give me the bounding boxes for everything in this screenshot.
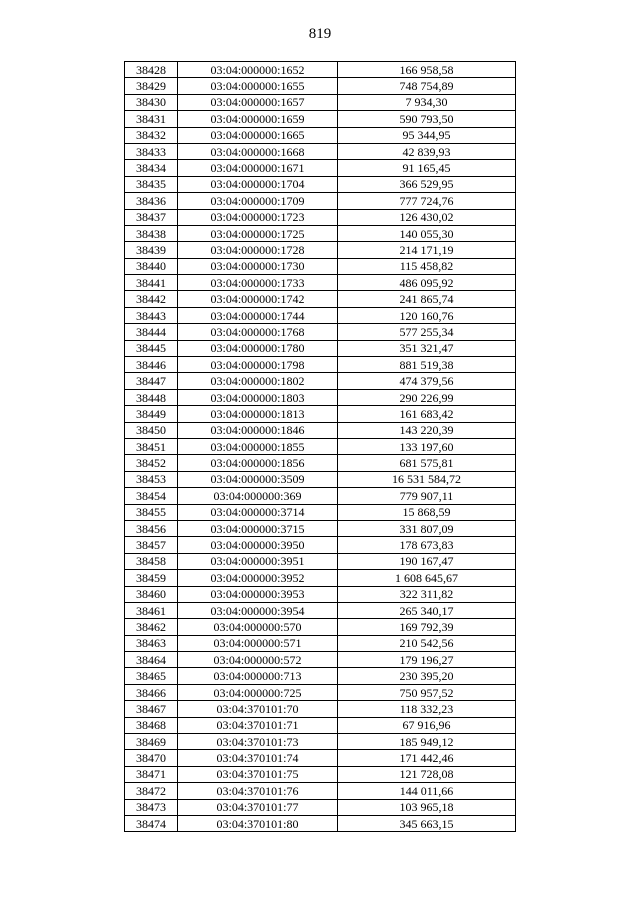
table-row bbox=[125, 242, 516, 258]
value-cell: 91 165,45 bbox=[338, 160, 516, 176]
table-row bbox=[125, 62, 516, 78]
row-number-cell: 38464 bbox=[125, 652, 178, 668]
row-number-cell: 38461 bbox=[125, 602, 178, 618]
cadastral-number-cell: 03:04:000000:1813 bbox=[178, 406, 338, 422]
cadastral-number-cell: 03:04:000000:1652 bbox=[178, 62, 338, 78]
row-number-cell: 38444 bbox=[125, 324, 178, 340]
cadastral-number-cell: 03:04:000000:1657 bbox=[178, 94, 338, 110]
row-number-cell: 38468 bbox=[125, 717, 178, 733]
row-number-cell: 38466 bbox=[125, 684, 178, 700]
value-cell: 126 430,02 bbox=[338, 209, 516, 225]
value-cell: 190 167,47 bbox=[338, 553, 516, 569]
table-row bbox=[125, 717, 516, 733]
table-row bbox=[125, 275, 516, 291]
value-cell: 185 949,12 bbox=[338, 734, 516, 750]
table-row bbox=[125, 652, 516, 668]
table-row bbox=[125, 422, 516, 438]
table-row bbox=[125, 750, 516, 766]
value-cell: 166 958,58 bbox=[338, 62, 516, 78]
cadastral-number-cell: 03:04:000000:1723 bbox=[178, 209, 338, 225]
table-row bbox=[125, 455, 516, 471]
cadastral-number-cell: 03:04:000000:1671 bbox=[178, 160, 338, 176]
row-number-cell: 38462 bbox=[125, 619, 178, 635]
row-number-cell: 38465 bbox=[125, 668, 178, 684]
value-cell: 140 055,30 bbox=[338, 225, 516, 241]
row-number-cell: 38452 bbox=[125, 455, 178, 471]
table-row bbox=[125, 799, 516, 815]
row-number-cell: 38445 bbox=[125, 340, 178, 356]
cadastral-number-cell: 03:04:000000:3715 bbox=[178, 520, 338, 536]
table-row bbox=[125, 684, 516, 700]
table-row bbox=[125, 619, 516, 635]
table-row bbox=[125, 504, 516, 520]
table-row bbox=[125, 389, 516, 405]
value-cell: 103 965,18 bbox=[338, 799, 516, 815]
cadastral-number-cell: 03:04:000000:1744 bbox=[178, 307, 338, 323]
row-number-cell: 38456 bbox=[125, 520, 178, 536]
row-number-cell: 38450 bbox=[125, 422, 178, 438]
cadastral-number-cell: 03:04:000000:3951 bbox=[178, 553, 338, 569]
table-row bbox=[125, 766, 516, 782]
table-row bbox=[125, 193, 516, 209]
value-cell: 42 839,93 bbox=[338, 143, 516, 159]
value-cell: 7 934,30 bbox=[338, 94, 516, 110]
value-cell: 486 095,92 bbox=[338, 275, 516, 291]
value-cell: 120 160,76 bbox=[338, 307, 516, 323]
value-cell: 881 519,38 bbox=[338, 357, 516, 373]
cadastral-number-cell: 03:04:000000:3953 bbox=[178, 586, 338, 602]
row-number-cell: 38428 bbox=[125, 62, 178, 78]
table-row bbox=[125, 373, 516, 389]
value-cell: 133 197,60 bbox=[338, 438, 516, 454]
cadastral-number-cell: 03:04:000000:1659 bbox=[178, 111, 338, 127]
row-number-cell: 38432 bbox=[125, 127, 178, 143]
value-cell: 179 196,27 bbox=[338, 652, 516, 668]
row-number-cell: 38431 bbox=[125, 111, 178, 127]
cadastral-number-cell: 03:04:000000:3952 bbox=[178, 570, 338, 586]
table-row bbox=[125, 553, 516, 569]
table-row bbox=[125, 143, 516, 159]
value-cell: 681 575,81 bbox=[338, 455, 516, 471]
table-row bbox=[125, 160, 516, 176]
value-cell: 230 395,20 bbox=[338, 668, 516, 684]
value-cell: 322 311,82 bbox=[338, 586, 516, 602]
cadastral-number-cell: 03:04:000000:1704 bbox=[178, 176, 338, 192]
row-number-cell: 38440 bbox=[125, 258, 178, 274]
cadastral-number-cell: 03:04:000000:1802 bbox=[178, 373, 338, 389]
value-cell: 265 340,17 bbox=[338, 602, 516, 618]
table-row bbox=[125, 111, 516, 127]
value-cell: 777 724,76 bbox=[338, 193, 516, 209]
table-row bbox=[125, 471, 516, 487]
cadastral-number-cell: 03:04:370101:73 bbox=[178, 734, 338, 750]
table-row bbox=[125, 324, 516, 340]
table-row bbox=[125, 701, 516, 717]
value-cell: 16 531 584,72 bbox=[338, 471, 516, 487]
value-cell: 1 608 645,67 bbox=[338, 570, 516, 586]
value-cell: 210 542,56 bbox=[338, 635, 516, 651]
value-cell: 171 442,46 bbox=[338, 750, 516, 766]
table-row bbox=[125, 783, 516, 799]
table-row bbox=[125, 357, 516, 373]
table-row bbox=[125, 406, 516, 422]
table-row bbox=[125, 291, 516, 307]
table-row bbox=[125, 307, 516, 323]
value-cell: 366 529,95 bbox=[338, 176, 516, 192]
cadastral-number-cell: 03:04:370101:80 bbox=[178, 815, 338, 831]
row-number-cell: 38470 bbox=[125, 750, 178, 766]
table-row bbox=[125, 209, 516, 225]
table-row bbox=[125, 258, 516, 274]
cadastral-number-cell: 03:04:000000:3950 bbox=[178, 537, 338, 553]
value-cell: 779 907,11 bbox=[338, 488, 516, 504]
value-cell: 143 220,39 bbox=[338, 422, 516, 438]
row-number-cell: 38430 bbox=[125, 94, 178, 110]
value-cell: 115 458,82 bbox=[338, 258, 516, 274]
value-cell: 474 379,56 bbox=[338, 373, 516, 389]
value-cell: 577 255,34 bbox=[338, 324, 516, 340]
table-body bbox=[125, 62, 516, 832]
value-cell: 590 793,50 bbox=[338, 111, 516, 127]
row-number-cell: 38457 bbox=[125, 537, 178, 553]
cadastral-number-cell: 03:04:000000:725 bbox=[178, 684, 338, 700]
row-number-cell: 38441 bbox=[125, 275, 178, 291]
cadastral-number-cell: 03:04:370101:70 bbox=[178, 701, 338, 717]
value-cell: 169 792,39 bbox=[338, 619, 516, 635]
table-row bbox=[125, 520, 516, 536]
table-row bbox=[125, 340, 516, 356]
cadastral-number-cell: 03:04:000000:1768 bbox=[178, 324, 338, 340]
row-number-cell: 38438 bbox=[125, 225, 178, 241]
table-row bbox=[125, 225, 516, 241]
row-number-cell: 38448 bbox=[125, 389, 178, 405]
row-number-cell: 38463 bbox=[125, 635, 178, 651]
row-number-cell: 38469 bbox=[125, 734, 178, 750]
cadastral-number-cell: 03:04:000000:570 bbox=[178, 619, 338, 635]
table-row bbox=[125, 668, 516, 684]
table-row bbox=[125, 94, 516, 110]
row-number-cell: 38454 bbox=[125, 488, 178, 504]
cadastral-number-cell: 03:04:370101:76 bbox=[178, 783, 338, 799]
cadastral-number-cell: 03:04:000000:1668 bbox=[178, 143, 338, 159]
row-number-cell: 38472 bbox=[125, 783, 178, 799]
value-cell: 290 226,99 bbox=[338, 389, 516, 405]
row-number-cell: 38437 bbox=[125, 209, 178, 225]
value-cell: 345 663,15 bbox=[338, 815, 516, 831]
row-number-cell: 38473 bbox=[125, 799, 178, 815]
row-number-cell: 38436 bbox=[125, 193, 178, 209]
value-cell: 15 868,59 bbox=[338, 504, 516, 520]
table-row bbox=[125, 734, 516, 750]
table-row bbox=[125, 176, 516, 192]
row-number-cell: 38467 bbox=[125, 701, 178, 717]
row-number-cell: 38449 bbox=[125, 406, 178, 422]
cadastral-number-cell: 03:04:000000:3714 bbox=[178, 504, 338, 520]
value-cell: 214 171,19 bbox=[338, 242, 516, 258]
row-number-cell: 38443 bbox=[125, 307, 178, 323]
table-row bbox=[125, 586, 516, 602]
row-number-cell: 38471 bbox=[125, 766, 178, 782]
value-cell: 748 754,89 bbox=[338, 78, 516, 94]
cadastral-number-cell: 03:04:000000:1742 bbox=[178, 291, 338, 307]
value-cell: 161 683,42 bbox=[338, 406, 516, 422]
value-cell: 144 011,66 bbox=[338, 783, 516, 799]
row-number-cell: 38439 bbox=[125, 242, 178, 258]
table-row bbox=[125, 570, 516, 586]
cadastral-number-cell: 03:04:000000:1856 bbox=[178, 455, 338, 471]
cadastral-number-cell: 03:04:000000:1655 bbox=[178, 78, 338, 94]
row-number-cell: 38455 bbox=[125, 504, 178, 520]
cadastral-value-table bbox=[124, 61, 516, 832]
row-number-cell: 38458 bbox=[125, 553, 178, 569]
row-number-cell: 38459 bbox=[125, 570, 178, 586]
row-number-cell: 38435 bbox=[125, 176, 178, 192]
table-row bbox=[125, 815, 516, 831]
cadastral-number-cell: 03:04:000000:3509 bbox=[178, 471, 338, 487]
cadastral-number-cell: 03:04:000000:1846 bbox=[178, 422, 338, 438]
row-number-cell: 38460 bbox=[125, 586, 178, 602]
cadastral-number-cell: 03:04:000000:571 bbox=[178, 635, 338, 651]
cadastral-number-cell: 03:04:000000:1855 bbox=[178, 438, 338, 454]
row-number-cell: 38451 bbox=[125, 438, 178, 454]
value-cell: 121 728,08 bbox=[338, 766, 516, 782]
cadastral-number-cell: 03:04:000000:1803 bbox=[178, 389, 338, 405]
row-number-cell: 38442 bbox=[125, 291, 178, 307]
cadastral-number-cell: 03:04:000000:1665 bbox=[178, 127, 338, 143]
cadastral-number-cell: 03:04:000000:1798 bbox=[178, 357, 338, 373]
value-cell: 95 344,95 bbox=[338, 127, 516, 143]
table-row bbox=[125, 537, 516, 553]
table-row bbox=[125, 127, 516, 143]
row-number-cell: 38474 bbox=[125, 815, 178, 831]
cadastral-number-cell: 03:04:370101:74 bbox=[178, 750, 338, 766]
cadastral-number-cell: 03:04:000000:1733 bbox=[178, 275, 338, 291]
value-cell: 331 807,09 bbox=[338, 520, 516, 536]
table-row bbox=[125, 488, 516, 504]
value-cell: 67 916,96 bbox=[338, 717, 516, 733]
row-number-cell: 38429 bbox=[125, 78, 178, 94]
cadastral-number-cell: 03:04:000000:1709 bbox=[178, 193, 338, 209]
row-number-cell: 38447 bbox=[125, 373, 178, 389]
row-number-cell: 38446 bbox=[125, 357, 178, 373]
cadastral-number-cell: 03:04:000000:572 bbox=[178, 652, 338, 668]
cadastral-number-cell: 03:04:000000:1780 bbox=[178, 340, 338, 356]
cadastral-number-cell: 03:04:000000:1725 bbox=[178, 225, 338, 241]
cadastral-number-cell: 03:04:000000:369 bbox=[178, 488, 338, 504]
cadastral-number-cell: 03:04:000000:713 bbox=[178, 668, 338, 684]
value-cell: 351 321,47 bbox=[338, 340, 516, 356]
row-number-cell: 38453 bbox=[125, 471, 178, 487]
cadastral-number-cell: 03:04:000000:3954 bbox=[178, 602, 338, 618]
cadastral-number-cell: 03:04:000000:1730 bbox=[178, 258, 338, 274]
table-row bbox=[125, 635, 516, 651]
value-cell: 750 957,52 bbox=[338, 684, 516, 700]
row-number-cell: 38433 bbox=[125, 143, 178, 159]
cadastral-number-cell: 03:04:370101:75 bbox=[178, 766, 338, 782]
page-number: 819 bbox=[308, 26, 332, 42]
cadastral-number-cell: 03:04:370101:77 bbox=[178, 799, 338, 815]
value-cell: 178 673,83 bbox=[338, 537, 516, 553]
table-row bbox=[125, 438, 516, 454]
row-number-cell: 38434 bbox=[125, 160, 178, 176]
table-row bbox=[125, 602, 516, 618]
cadastral-number-cell: 03:04:000000:1728 bbox=[178, 242, 338, 258]
value-cell: 118 332,23 bbox=[338, 701, 516, 717]
value-cell: 241 865,74 bbox=[338, 291, 516, 307]
table-row bbox=[125, 78, 516, 94]
cadastral-number-cell: 03:04:370101:71 bbox=[178, 717, 338, 733]
